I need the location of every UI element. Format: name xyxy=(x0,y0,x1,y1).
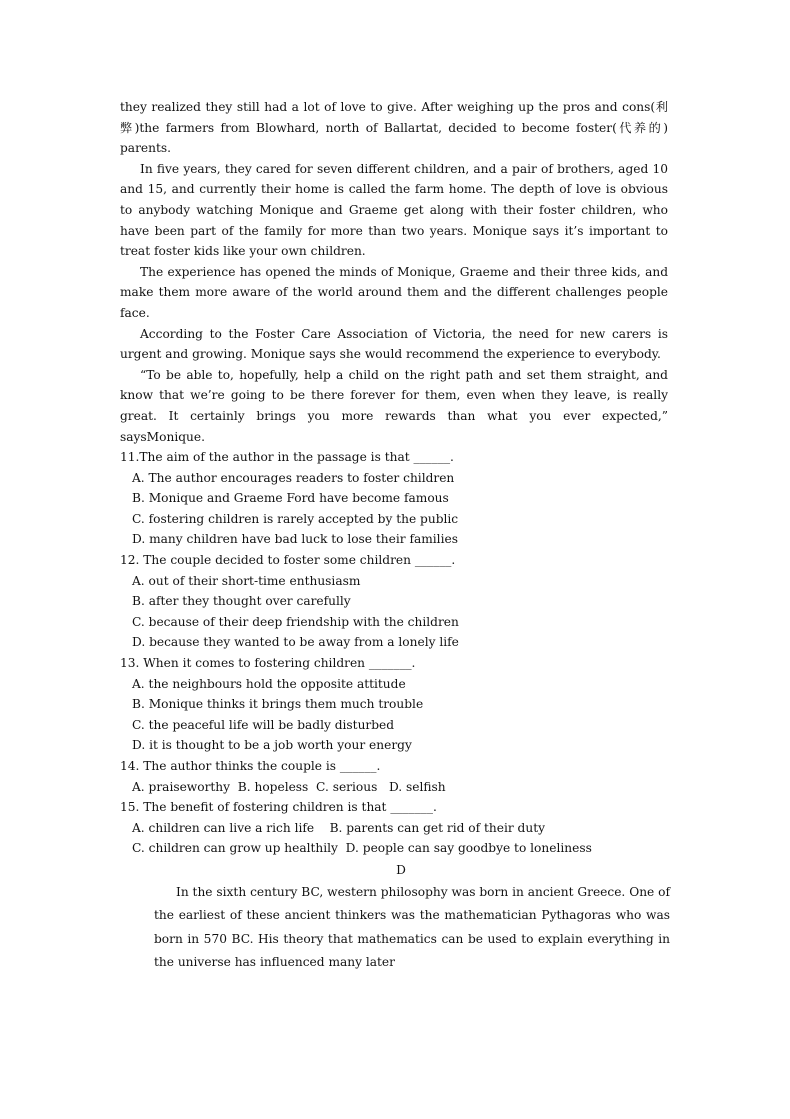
document-page xyxy=(120,97,668,975)
options-line-cd: C. children can grow up healthily D. people can say goodbye to loneliness xyxy=(132,841,592,856)
option-a: A. The author encourages readers to foster children xyxy=(132,470,455,485)
question-14 xyxy=(120,756,668,797)
option-b: B. Monique thinks it brings them much trouble xyxy=(132,697,424,712)
section-heading-d: D xyxy=(396,862,406,877)
question-stem: 13. When it comes to fostering children _______. xyxy=(120,656,416,671)
option-c: C. the peaceful life will be badly disturbed xyxy=(132,717,395,732)
question-stem: 11.The aim of the author in the passage is that ______. xyxy=(120,450,454,465)
option-c: C. fostering children is rarely accepted by the public xyxy=(132,511,459,526)
question-stem: 12. The couple decided to foster some children ______. xyxy=(120,553,456,568)
question-stem: 14. The author thinks the couple is ______. xyxy=(120,759,381,773)
options-line: A. praiseworthy B. hopeless C. serious D. selfish xyxy=(132,779,446,794)
question-12 xyxy=(120,550,668,653)
question-13 xyxy=(120,653,668,756)
passage-paragraph-3: The experience has opened the minds of Monique, Graeme and their three kids, and make them more aware of the world around them and the different challenges people face. xyxy=(120,264,668,320)
passage-paragraph-4: According to the Foster Care Association of Victoria, the need for new carers is urgent and growing. Monique says she would recommend the experience to everybody. xyxy=(120,326,668,362)
options-line-ab: A. children can live a rich life B. parents can get rid of their duty xyxy=(132,820,545,835)
option-b: B. Monique and Graeme Ford have become famous xyxy=(132,491,449,506)
question-15 xyxy=(120,797,668,859)
option-c: C. because of their deep friendship with the children xyxy=(132,614,459,629)
passage-paragraph-5: “To be able to, hopefully, help a child on the right path and set them straight, and know that we’re going to be there forever for them, even when they leave, is really great. It certainly brings you more rewards than what you ever expected,” saysMonique. xyxy=(120,367,668,444)
question-11 xyxy=(120,447,668,550)
passage-paragraph-2: In five years, they cared for seven different children, and a pair of brothers, aged 10 and 15, and currently their home is called the farm home. The depth of love is obvious to anybody watching Monique and Graeme get along with their foster children, who have been part of the family for more than two years. Monique says it’s important to treat foster kids like your own children. xyxy=(120,161,668,259)
passage-d-paragraph: In the sixth century BC, western philosophy was born in ancient Greece. One of the earliest of these ancient thinkers was the mathematician Pythagoras who was born in 570 BC. His theory that mathematics can be used to explain everything in the universe has influenced many later xyxy=(154,884,670,970)
option-d: D. many children have bad luck to lose their families xyxy=(132,532,458,547)
option-a: A. out of their short-time enthusiasm xyxy=(132,573,361,588)
option-a: A. the neighbours hold the opposite attitude xyxy=(132,676,406,691)
option-b: B. after they thought over carefully xyxy=(132,594,351,609)
option-d: D. because they wanted to be away from a lonely life xyxy=(132,635,459,650)
option-d: D. it is thought to be a job worth your energy xyxy=(132,738,412,753)
passage-c xyxy=(120,97,668,447)
question-stem: 15. The benefit of fostering children is that _______. xyxy=(120,800,437,815)
passage-paragraph-1: they realized they still had a lot of love to give. After weighing up the pros and cons(利弊)the farmers from Blowhard, north of Ballartat, decided to become foster(代养的) parents. xyxy=(120,100,668,156)
